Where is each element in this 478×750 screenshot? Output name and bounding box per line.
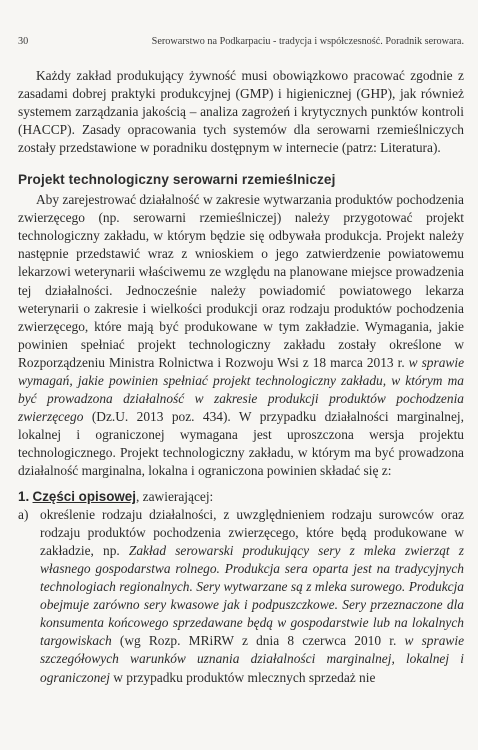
sub-item-a-text-2: (wg Rozp. MRiRW z dnia 8 czerwca 2010 r. [111, 633, 405, 649]
sub-item-a-text-3: w przypadku produktów mlecznych sprzedaż nie [109, 669, 376, 685]
list-item-label: Części opisowej [32, 489, 136, 505]
sub-item-marker: a) [18, 507, 29, 523]
running-header [18, 36, 464, 50]
list-item-number: 1. [18, 489, 30, 505]
list-item-rest: , zawierającej: [135, 489, 214, 505]
regulation-italic: w sprawie szczegółowych warunków uznania działalności marginalnej, lokalnej i ograniczonej [40, 633, 465, 685]
sub-item-a-text-1: określenie rodzaju działalności, z uwzględnieniem rodzaju surowców oraz rodzaju produktów pochodzenia zwierzęcego, które będą produkowane w zakładzie, np. [40, 507, 464, 559]
page-number: 30 [18, 36, 29, 47]
running-title: Serowarstwo na Podkarpaciu - tradycja i współczesność. Poradnik serowara. [151, 36, 464, 47]
body-text [18, 67, 464, 687]
list-item-1-heading [18, 488, 464, 506]
section-title: Projekt technologiczny serowarni rzemieślniczej [18, 172, 336, 188]
paragraph-project [18, 191, 464, 480]
example-italic: Zakład serowarski produkujący sery z mleka zwierząt z własnego gospodarstwa rolnego. Produkcja sera oparta jest na tradycyjnych technologiach regionalnych. Sery wytwarzane są z mleka surowego. Produkcja obejmuje zarówno sery kwasowe jak i podpuszczkowe. Sery przeznaczone dla konsumenta końcowego sprzedawane będą w gospodarstwie lub na lokalnych targowiskach [40, 543, 464, 649]
paragraph-project-text-1: Aby zarejestrować działalność w zakresie wytwarzania produktów pochodzenia zwierzęcego (np. serowarni rzemieślniczej) należy przygotować projekt technologiczny zakładu, w którym będzie się odbywała produkcja. Projekt należy następnie przedstawić wraz z wnioskiem o jego zatwierdzenie powiatowemu lekarzowi weterynarii właściwemu ze względu na planowane miejsce prowadzenia tej działalności. Jednocześnie należy powiadomić powiatowego lekarza weterynarii o zakresie i wielkości produkcji oraz rodzaju produktów pochodzenia zwierzęcego, które mają być produkowane w tym zakładzie. Wymagania, jakie powinien spełniać projekt technologiczny zakładu zostały określone w Rozporządzeniu Ministra Rolnictwa i Rozwoju Wsi z 18 marca 2013 r. [18, 192, 464, 370]
paragraph-haccp: Każdy zakład produkujący żywność musi obowiązkowo pracować zgodnie z zasadami dobrej praktyki produkcyjnej (GMP) i higienicznej (GHP), jak również systemem zarządzania jakością – analiza zagrożeń i krytycznych punktów kontroli (HACCP). Zasady opracowania tych systemów dla serowarni rzemieślniczych zostały przedstawione w poradniku dostępnym w internecie (patrz: Literatura). [18, 68, 464, 156]
sub-item-a [18, 506, 464, 686]
regulation-title-italic: w sprawie wymagań, jakie powinien spełniać projekt technologiczny zakładu, w którym ma być prowadzona działalność w zakresie produkcji produktów pochodzenia zwierzęcego [18, 354, 465, 424]
paragraph-project-text-2: (Dz.U. 2013 poz. 434). W przypadku działalności marginalnej, lokalnej i ograniczonej wymagana jest uproszczona wersja projektu technologicznego. Projekt technologiczny zakładu, w którym ma być prowadzona działalność marginalna, lokalna i ograniczona powinien składać się z: [18, 408, 464, 478]
